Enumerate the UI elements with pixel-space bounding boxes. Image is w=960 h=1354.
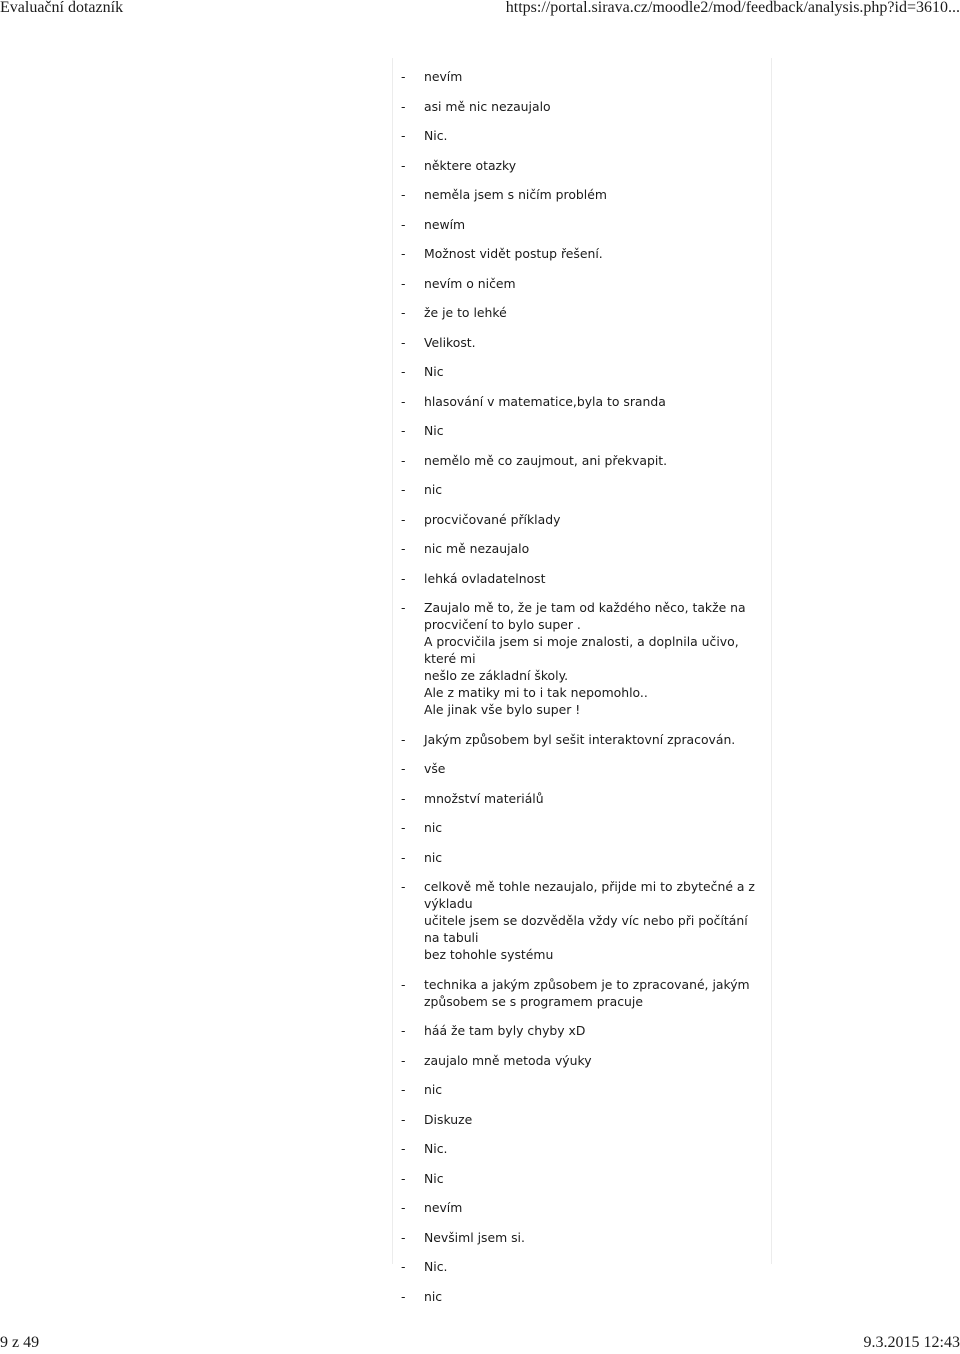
answer-bullet: - [401, 790, 406, 806]
answer-text: hlasování v matematice,byla to sranda [424, 393, 666, 409]
answer-item [401, 304, 763, 321]
answer-text: nevím o ničem [424, 275, 516, 291]
answer-item [401, 976, 763, 1010]
answer-item [401, 1022, 763, 1039]
answer-text: lehká ovladatelnost [424, 570, 546, 586]
answer-item [401, 1170, 763, 1187]
answer-bullet: - [401, 1111, 406, 1127]
answer-bullet: - [401, 600, 406, 615]
answer-text: háá že tam byly chyby xD [424, 1023, 586, 1038]
answer-bullet: - [401, 511, 406, 527]
answer-item [401, 599, 763, 718]
answer-bullet: - [401, 482, 406, 497]
answer-bullet: - [401, 731, 406, 747]
answer-bullet: - [401, 541, 406, 556]
answer-bullet: - [401, 423, 406, 438]
answer-bullet: - [401, 570, 406, 586]
answer-item [401, 1288, 763, 1305]
answer-bullet: - [401, 246, 406, 261]
answer-bullet: - [401, 98, 406, 114]
answer-text: Zaujalo mě to, že je tam od každého něco, takže na procvičení to bylo super . A procvičila jsem si moje znalosti, a doplnila učivo, které mi nešlo ze základní školy. Ale z matiky mi to i tak nepomohlo.. Ale jinak vše bylo super ! [424, 600, 746, 717]
answer-item [401, 157, 763, 174]
answer-text: někter​e otazky [424, 157, 517, 173]
answer-bullet: - [401, 275, 406, 291]
answer-text: nevím [424, 1200, 463, 1215]
answer-item [401, 127, 763, 144]
answer-item [401, 1229, 763, 1246]
answer-text: nic [424, 849, 443, 865]
answer-item [401, 216, 763, 233]
answer-bullet: - [401, 1023, 406, 1038]
answer-text: nic mě nezaujalo [424, 541, 530, 556]
answer-item [401, 363, 763, 380]
answer-text: Nic. [424, 1141, 448, 1156]
answer-text: nevím [424, 69, 463, 84]
answer-bullet: - [401, 128, 406, 143]
answer-bullet: - [401, 976, 406, 992]
answer-bullet: - [401, 1229, 406, 1245]
answer-text: asi mě nic nezaujalo [424, 98, 551, 114]
answer-bullet: - [401, 157, 406, 173]
answer-item [401, 98, 763, 115]
answer-text: nic [424, 820, 443, 835]
answer-item [401, 819, 763, 836]
answer-bullet: - [401, 820, 406, 835]
answer-text: Velikost. [424, 334, 476, 350]
answer-text: Nic. [424, 128, 448, 143]
answer-text: Nic [424, 423, 444, 438]
answer-item [401, 570, 763, 587]
answer-text: že je to lehké [424, 305, 507, 320]
answer-item [401, 452, 763, 469]
page-url: https://portal.sirava.cz/moodle2/mod/feedback/analysis.php?id=3610... [505, 0, 960, 16]
answers-list [401, 68, 763, 1317]
answer-item [401, 422, 763, 439]
answer-bullet: - [401, 187, 406, 202]
page-title: Evaluační dotazník [0, 0, 124, 16]
answer-item [401, 511, 763, 528]
answer-item [401, 790, 763, 807]
answer-item [401, 878, 763, 963]
answer-bullet: - [401, 879, 406, 894]
answer-item [401, 393, 763, 410]
answer-bullet: - [401, 1200, 406, 1215]
print-footer [0, 1334, 960, 1354]
answer-text: zaujalo mně metoda výuky [424, 1052, 592, 1068]
answer-bullet: - [401, 1288, 406, 1304]
answer-text: procvičované příklady [424, 511, 561, 527]
answer-text: nemělo mě co zaujmout, ani překvapit. [424, 452, 668, 468]
answer-text: technika a jakým způsobem je to zpracované, jakým způsobem se s programem pracuje [424, 976, 750, 1009]
answer-item [401, 849, 763, 866]
answer-bullet: - [401, 69, 406, 84]
answer-item [401, 186, 763, 203]
print-datetime: 9.3.2015 12:43 [863, 1334, 960, 1351]
answer-bullet: - [401, 334, 406, 350]
answer-text: Nic [424, 364, 444, 379]
answer-text: Nic [424, 1170, 444, 1186]
page-number: 9 z 49 [0, 1334, 40, 1351]
answer-item [401, 760, 763, 777]
answer-text: Jakým způsobem byl sešit interaktovní zpracován. [424, 731, 736, 747]
answer-bullet: - [401, 1141, 406, 1156]
answer-item [401, 731, 763, 748]
answer-item [401, 1052, 763, 1069]
answer-item [401, 540, 763, 557]
answer-text: celkově mě tohle nezaujalo, přijde mi to zbytečné a z výkladu učitele jsem se dozvěděla vždy víc nebo při počítání na tabuli bez tohohle systému [424, 879, 755, 962]
answer-bullet: - [401, 452, 406, 468]
answer-text: Nic. [424, 1259, 448, 1274]
answer-text: neměla jsem s ničím problém [424, 187, 607, 202]
answer-item [401, 1111, 763, 1128]
answer-bullet: - [401, 1259, 406, 1274]
answers-panel [392, 58, 772, 1304]
print-header [0, 0, 960, 20]
answer-item [401, 275, 763, 292]
answer-item [401, 68, 763, 85]
answer-bullet: - [401, 849, 406, 865]
answer-text: Možnost vidět postup řešení. [424, 246, 603, 261]
answer-bullet: - [401, 305, 406, 320]
answer-text: newím [424, 216, 466, 232]
answer-item [401, 334, 763, 351]
answer-text: nic [424, 482, 443, 497]
answer-text: nic [424, 1082, 443, 1097]
answer-item [401, 245, 763, 262]
answer-text: Nevšiml jsem si. [424, 1229, 525, 1245]
answer-text: nic [424, 1288, 443, 1304]
answer-item [401, 481, 763, 498]
answer-bullet: - [401, 216, 406, 232]
answer-item [401, 1140, 763, 1157]
answer-bullet: - [401, 1170, 406, 1186]
answer-item [401, 1258, 763, 1275]
answer-item [401, 1199, 763, 1216]
answer-bullet: - [401, 364, 406, 379]
answer-item [401, 1081, 763, 1098]
answer-text: Diskuze [424, 1111, 473, 1127]
answer-text: vše [424, 761, 446, 776]
answer-bullet: - [401, 761, 406, 776]
answer-bullet: - [401, 1052, 406, 1068]
answer-bullet: - [401, 393, 406, 409]
answer-text: množství materiálů [424, 790, 544, 806]
answer-bullet: - [401, 1082, 406, 1097]
